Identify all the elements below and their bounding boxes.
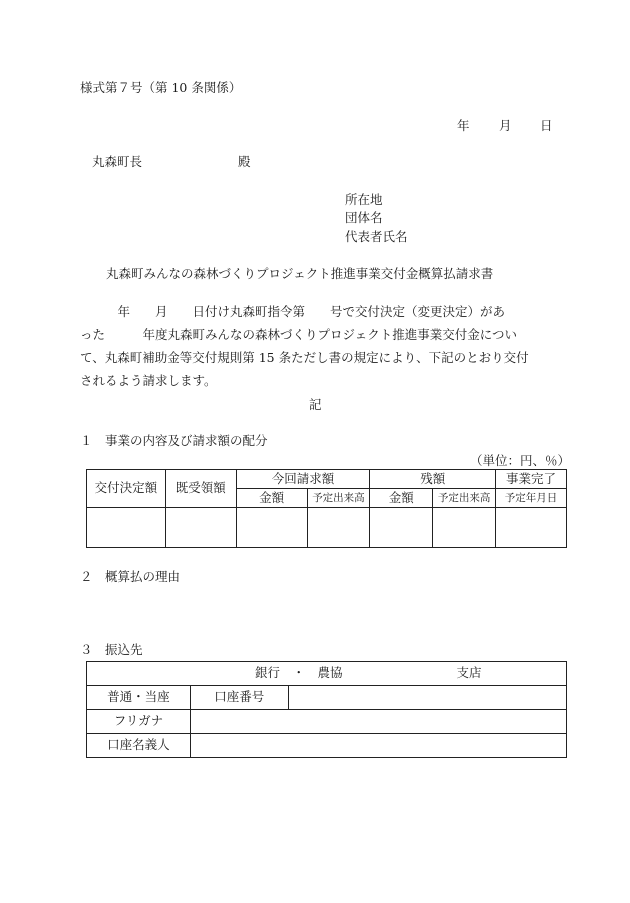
body-line-1: 年 月 日付け丸森町指令第 号で交付決定（変更決定）があ — [80, 304, 506, 319]
ki-marker: 記 — [309, 397, 322, 412]
account-type-label: 普通・当座 — [87, 686, 191, 710]
addressee-honorific: 殿 — [238, 154, 251, 169]
cell-completion-date[interactable] — [496, 508, 567, 548]
applicant-address: 所在地 — [345, 192, 383, 207]
document-title: 丸森町みんなの森林づくりプロジェクト推進事業交付金概算払請求書 — [106, 266, 494, 281]
furigana-label: フリガナ — [87, 710, 191, 734]
bank-label: 銀行 ・ 農協 — [255, 665, 343, 681]
header-completion-date: 予定年月日 — [496, 489, 567, 508]
date-year: 年 — [457, 118, 470, 133]
section3-heading: ３ 振込先 — [80, 642, 143, 657]
cell-received[interactable] — [165, 508, 236, 548]
header-current: 今回請求額 — [236, 470, 370, 489]
body-paragraph — [80, 300, 550, 392]
allocation-table — [86, 469, 567, 548]
account-number-label: 口座番号 — [190, 686, 288, 710]
applicant-rep: 代表者氏名 — [345, 229, 408, 244]
header-current-amount: 金額 — [236, 489, 307, 508]
body-line-4: されるよう請求します。 — [80, 373, 217, 388]
addressee-name: 丸森町長 — [92, 154, 143, 169]
header-decided: 交付決定額 — [87, 470, 166, 508]
holder-label: 口座名義人 — [87, 734, 191, 758]
cell-decided[interactable] — [87, 508, 166, 548]
cell-remaining-amount[interactable] — [370, 508, 433, 548]
account-number-cell[interactable] — [288, 686, 566, 710]
date-day: 日 — [540, 118, 553, 133]
unit-label: （単位：円、％） — [470, 453, 571, 468]
bank-row — [87, 662, 567, 686]
applicant-org: 団体名 — [345, 210, 383, 225]
header-completion: 事業完了 — [496, 470, 567, 489]
holder-cell[interactable] — [190, 734, 566, 758]
furigana-cell[interactable] — [190, 710, 566, 734]
header-remaining-expected: 予定出来高 — [433, 489, 496, 508]
header-remaining-amount: 金額 — [370, 489, 433, 508]
header-received: 既受領額 — [165, 470, 236, 508]
body-line-2: った 年度丸森町みんなの森林づくりプロジェクト推進事業交付金につい — [80, 327, 518, 342]
branch-label: 支店 — [456, 665, 482, 681]
form-id: 様式第７号（第 10 条関係） — [80, 80, 242, 95]
section2-heading: ２ 概算払の理由 — [80, 569, 181, 584]
cell-remaining-expected[interactable] — [433, 508, 496, 548]
section1-heading: １ 事業の内容及び請求額の配分 — [80, 433, 268, 448]
bank-table — [86, 661, 567, 758]
body-line-3: て、丸森町補助金等交付規則第 15 条ただし書の規定により、下記のとおり交付 — [80, 350, 529, 365]
date-month: 月 — [499, 118, 512, 133]
cell-current-expected[interactable] — [307, 508, 370, 548]
cell-current-amount[interactable] — [236, 508, 307, 548]
header-remaining: 残額 — [370, 470, 496, 489]
header-current-expected: 予定出来高 — [307, 489, 370, 508]
